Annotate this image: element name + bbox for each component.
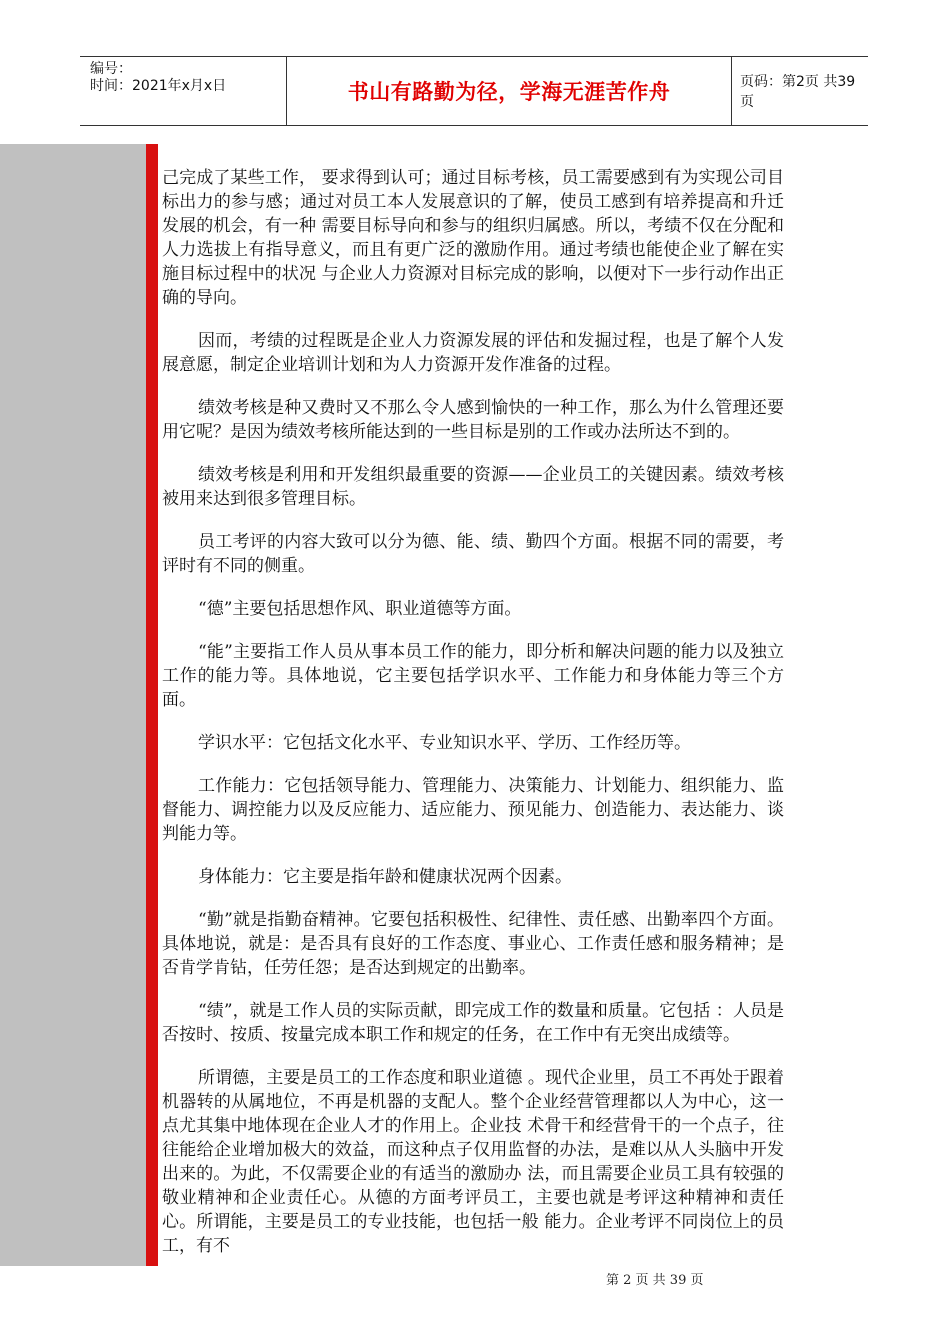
body-paragraph: 因而，考绩的过程既是企业人力资源发展的评估和发掘过程，也是了解个人发展意愿，制定企业培训计划和为人力资源开发作准备的过程。 <box>162 331 784 375</box>
header-page-info: 页码：第2页 共39页 <box>740 74 856 110</box>
body-paragraph: “德”主要包括思想作风、职业道德等方面。 <box>198 599 522 619</box>
page-footer: 第 2 页 共 39 页 <box>606 1273 704 1288</box>
body-paragraph: 工作能力：它包括领导能力、管理能力、决策能力、计划能力、组织能力、监督能力、调控能力以及反应能力、适应能力、预见能力、创造能力、表达能力、谈判能力等。 <box>162 776 784 844</box>
body-paragraph: 学识水平：它包括文化水平、专业知识水平、学历、工作经历等。 <box>198 733 691 753</box>
body-paragraph: 员工考评的内容大致可以分为德、能、绩、勤四个方面。根据不同的需要，考评时有不同的侧重。 <box>162 532 784 576</box>
left-red-accent-bar <box>146 144 158 1266</box>
body-paragraph: 身体能力：它主要是指年龄和健康状况两个因素。 <box>198 867 572 887</box>
document-time-label: 时间：2021年x月x日 <box>90 78 227 94</box>
page-header <box>80 56 868 126</box>
body-paragraph: 己完成了某些工作， 要求得到认可；通过目标考核，员工需要感到有为实现公司目标出力的参与感；通过对员工本人发展意识的了解，使员工感到有培养提高和升迁发展的机会，有一种 需要目标导向和参与的组织归属感。所以，考绩不仅在分配和人力选拔上有指导意义，而且有更广泛的激励作用。通过考绩也能使企业了解在实施目标过程中的状况 与企业人力资源对目标完成的影响，以便对下一步行动作出正确的导向。 <box>162 168 784 308</box>
body-paragraph: 绩效考核是种又费时又不那么令人感到愉快的一种工作，那么为什么管理还要用它呢？是因为绩效考核所能达到的一些目标是别的工作或办法所达不到的。 <box>162 398 784 442</box>
document-number-label: 编号： <box>90 61 132 77</box>
document-body <box>162 166 784 1277</box>
body-paragraph: “能”主要指工作人员从事本员工作的能力，即分析和解决问题的能力以及独立工作的能力等。具体地说，它主要包括学识水平、工作能力和身体能力等三个方面。 <box>162 642 784 710</box>
header-meta <box>80 57 286 125</box>
left-grey-margin-bar <box>0 144 146 1266</box>
header-motto: 书山有路勤为径，学海无涯苦作舟 <box>286 57 732 125</box>
body-paragraph: 所谓德，主要是员工的工作态度和职业道德 。现代企业里，员工不再处于跟着机器转的从属地位，不再是机器的支配人。整个企业经营管理都以人为中心，这一点尤其集中地体现在企业人才的作用上。企业技 术骨干和经营骨干的一个点子，往往能给企业增加极大的效益，而这种点子仅用监督的办法，是难以从人头脑中开发出来的。为此，不仅需要企业的有适当的激励办 法，而且需要企业员工具有较强的敬业精神和企业责任心。从德的方面考评员工，主要也就是考评这种精神和责任心。所谓能，主要是员工的专业技能，也包括一般 能力。企业考评不同岗位上的员工，有不 <box>162 1068 784 1256</box>
body-paragraph: “绩”，就是工作人员的实际贡献，即完成工作的数量和质量。它包括 ：人员是否按时、按质、按量完成本职工作和规定的任务，在工作中有无突出成绩等。 <box>162 1001 784 1045</box>
body-paragraph: 绩效考核是利用和开发组织最重要的资源——企业员工的关键因素。绩效考核被用来达到很多管理目标。 <box>162 465 784 509</box>
body-paragraph: “勤”就是指勤奋精神。它要包括积极性、纪律性、责任感、出勤率四个方面。具体地说，就是：是否具有良好的工作态度、事业心、工作责任感和服务精神；是否肯学肯钻，任劳任怨；是否达到规定的出勤率。 <box>162 910 784 978</box>
